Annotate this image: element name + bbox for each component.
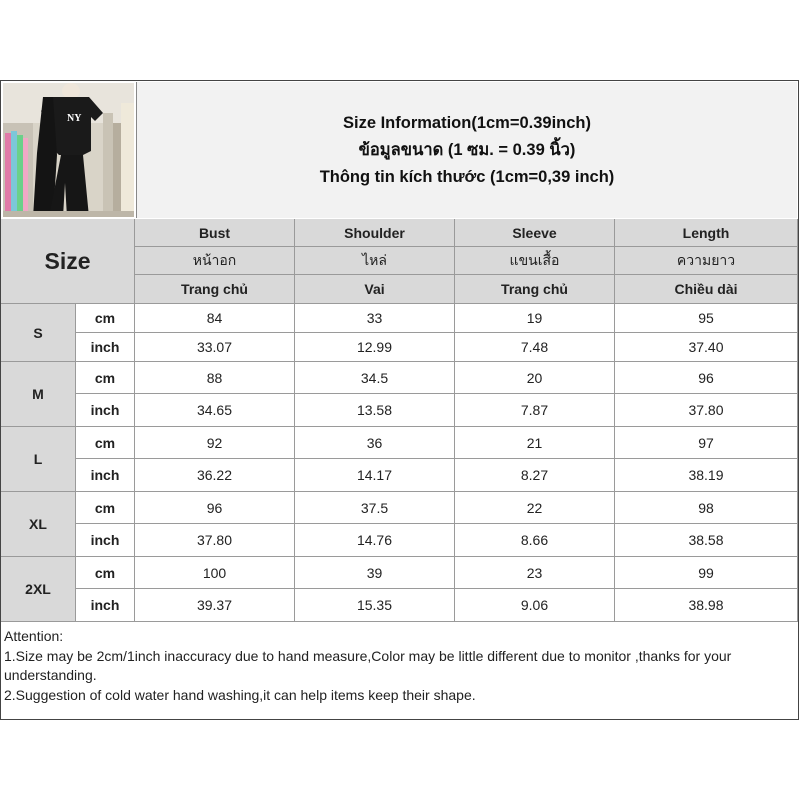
table-cell: 37.80 xyxy=(135,524,295,557)
table-cell: 14.76 xyxy=(295,524,455,557)
table-cell: 37.40 xyxy=(615,333,798,362)
size-column-header: Size xyxy=(1,219,135,304)
table-cell: 14.17 xyxy=(295,459,455,492)
svg-text:NY: NY xyxy=(67,113,82,124)
col-bust-vi: Trang chủ xyxy=(135,275,295,304)
table-cell: 98 xyxy=(615,492,798,524)
table-cell: 96 xyxy=(615,362,798,394)
size-s-label: S xyxy=(1,304,76,362)
unit-cm: cm xyxy=(76,492,135,524)
size-m-label: M xyxy=(1,362,76,427)
table-cell: 15.35 xyxy=(295,589,455,622)
unit-cm: cm xyxy=(76,557,135,589)
table-cell: 7.48 xyxy=(455,333,615,362)
col-sleeve-vi: Trang chủ xyxy=(455,275,615,304)
col-length-th: ความยาว xyxy=(615,247,798,275)
size-xl-label: XL xyxy=(1,492,76,557)
unit-inch: inch xyxy=(76,524,135,557)
col-bust-th: หน้าอก xyxy=(135,247,295,275)
title-english: Size Information(1cm=0.39inch) xyxy=(342,113,592,132)
table-cell: 22 xyxy=(455,492,615,524)
table-cell: 13.58 xyxy=(295,394,455,427)
table-cell: 7.87 xyxy=(455,394,615,427)
unit-cm: cm xyxy=(76,304,135,333)
attention-note-1: 1.Size may be 2cm/1inch inaccuracy due to hand measure,Color may be little different due to monitor ,thanks for your understanding. xyxy=(4,647,732,683)
table-cell: 36 xyxy=(295,427,455,459)
col-length-vi: Chiều dài xyxy=(615,275,798,304)
title-thai: ข้อมูลขนาด (1 ซม. = 0.39 นิ้ว) xyxy=(358,140,576,159)
attention-heading: Attention: xyxy=(4,628,64,644)
unit-cm: cm xyxy=(76,362,135,394)
table-cell: 84 xyxy=(135,304,295,333)
table-cell: 33.07 xyxy=(135,333,295,362)
table-cell: 19 xyxy=(455,304,615,333)
table-cell: 92 xyxy=(135,427,295,459)
table-cell: 38.98 xyxy=(615,589,798,622)
unit-inch: inch xyxy=(76,394,135,427)
table-cell: 12.99 xyxy=(295,333,455,362)
unit-cm: cm xyxy=(76,427,135,459)
size-2xl-label: 2XL xyxy=(1,557,76,622)
table-cell: 36.22 xyxy=(135,459,295,492)
col-sleeve-en: Sleeve xyxy=(455,219,615,247)
table-cell: 39 xyxy=(295,557,455,589)
size-info-header xyxy=(136,82,797,218)
table-cell: 9.06 xyxy=(455,589,615,622)
table-cell: 20 xyxy=(455,362,615,394)
col-shoulder-th: ไหล่ xyxy=(295,247,455,275)
product-photo-image xyxy=(3,83,134,217)
table-cell: 88 xyxy=(135,362,295,394)
attention-note-2: 2.Suggestion of cold water hand washing,it can help items keep their shape. xyxy=(4,686,476,703)
table-cell: 23 xyxy=(455,557,615,589)
table-cell: 34.5 xyxy=(295,362,455,394)
unit-inch: inch xyxy=(76,589,135,622)
table-cell: 37.5 xyxy=(295,492,455,524)
table-cell: 39.37 xyxy=(135,589,295,622)
table-cell: 8.66 xyxy=(455,524,615,557)
table-cell: 99 xyxy=(615,557,798,589)
table-cell: 100 xyxy=(135,557,295,589)
table-cell: 8.27 xyxy=(455,459,615,492)
size-chart xyxy=(0,80,799,720)
attention-notes xyxy=(4,627,792,705)
table-cell: 33 xyxy=(295,304,455,333)
unit-inch: inch xyxy=(76,333,135,362)
table-cell: 38.58 xyxy=(615,524,798,557)
table-cell: 34.65 xyxy=(135,394,295,427)
table-cell: 95 xyxy=(615,304,798,333)
unit-inch: inch xyxy=(76,459,135,492)
col-bust-en: Bust xyxy=(135,219,295,247)
table-cell: 97 xyxy=(615,427,798,459)
product-photo xyxy=(3,83,134,217)
col-length-en: Length xyxy=(615,219,798,247)
table-cell: 21 xyxy=(455,427,615,459)
col-shoulder-en: Shoulder xyxy=(295,219,455,247)
col-shoulder-vi: Vai xyxy=(295,275,455,304)
table-cell: 38.19 xyxy=(615,459,798,492)
table-cell: 37.80 xyxy=(615,394,798,427)
col-sleeve-th: แขนเสื้อ xyxy=(455,247,615,275)
table-cell: 96 xyxy=(135,492,295,524)
title-vietnamese: Thông tin kích thước (1cm=0,39 inch) xyxy=(319,167,615,186)
size-l-label: L xyxy=(1,427,76,492)
